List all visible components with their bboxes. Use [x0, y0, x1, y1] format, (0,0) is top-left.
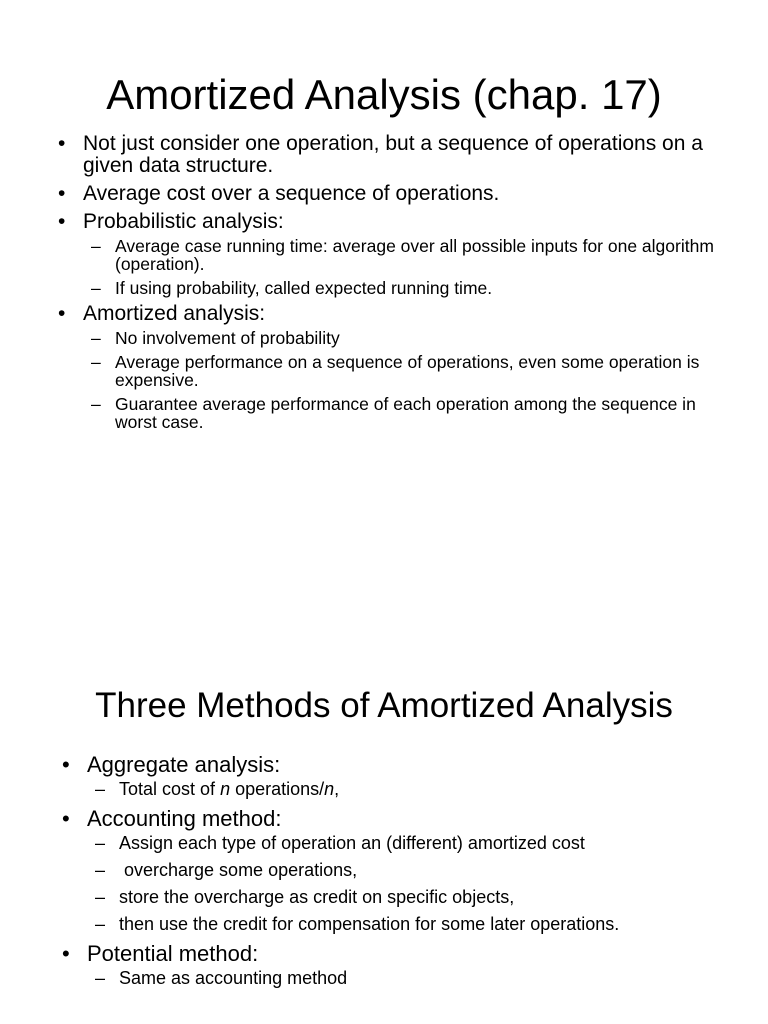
dash-marker: –	[95, 833, 106, 853]
sub-bullet-text: No involvement of probability	[115, 328, 340, 348]
bullet-item	[62, 942, 732, 988]
sub-bullet-list	[95, 780, 732, 799]
dash-marker: –	[91, 328, 101, 348]
sub-bullet-item	[91, 329, 738, 347]
bullet-item	[58, 303, 738, 431]
dash-marker: –	[95, 779, 106, 799]
bullet-marker: •	[58, 132, 66, 155]
slide-2-bullet-list	[62, 753, 732, 996]
bullet-marker: •	[58, 182, 66, 205]
sub-bullet-text: If using probability, called expected running time.	[115, 278, 493, 298]
sub-bullet-text: Assign each type of operation an (different) amortized cost	[119, 833, 585, 853]
sub-bullet-item	[95, 861, 732, 880]
sub-bullet-item	[95, 915, 732, 934]
bullet-text: Aggregate analysis:	[87, 752, 281, 777]
bullet-text: Potential method:	[87, 941, 259, 966]
dash-marker: –	[95, 860, 106, 880]
slide-1-title: Amortized Analysis (chap. 17)	[106, 71, 662, 118]
bullet-marker: •	[62, 806, 70, 831]
bullet-marker: •	[58, 302, 66, 325]
bullet-marker: •	[62, 941, 70, 966]
bullet-item	[58, 133, 738, 177]
bullet-text: Not just consider one operation, but a sequence of operations on a given data structure.	[83, 132, 703, 177]
sub-bullet-text: store the overcharge as credit on specific objects,	[119, 887, 515, 907]
dash-marker: –	[95, 914, 106, 934]
sub-bullet-item	[91, 353, 738, 389]
bullet-text: Accounting method:	[87, 806, 282, 831]
sub-bullet-text: overcharge some operations,	[119, 860, 358, 880]
dash-marker: –	[91, 352, 101, 372]
sub-bullet-text: Same as accounting method	[119, 968, 348, 988]
sub-bullet-list	[91, 329, 738, 431]
sub-bullet-item	[91, 237, 738, 273]
sub-bullet-text: Guarantee average performance of each operation among the sequence in worst case.	[115, 394, 696, 432]
bullet-item	[58, 183, 738, 205]
sub-bullet-item	[95, 834, 732, 853]
slide-2	[0, 512, 768, 1024]
bullet-text: Average cost over a sequence of operations.	[83, 182, 500, 205]
dash-marker: –	[91, 236, 101, 256]
dash-marker: –	[91, 278, 101, 298]
dash-marker: –	[95, 887, 106, 907]
bullet-text: Probabilistic analysis:	[83, 210, 284, 233]
bullet-item	[58, 211, 738, 297]
slide-2-title: Three Methods of Amortized Analysis	[95, 686, 673, 725]
sub-bullet-list	[91, 237, 738, 297]
sub-bullet-list	[95, 834, 732, 934]
dash-marker: –	[95, 968, 106, 988]
sub-bullet-item	[95, 888, 732, 907]
sub-bullet-text-part: ,	[334, 779, 340, 799]
bullet-text: Amortized analysis:	[83, 302, 266, 325]
variable-n: n	[324, 779, 335, 799]
sub-bullet-text: Average performance on a sequence of operations, even some operation is expensive.	[115, 352, 700, 390]
sub-bullet-list	[95, 969, 732, 988]
variable-n: n	[220, 779, 231, 799]
bullet-marker: •	[58, 210, 66, 233]
sub-bullet-item	[91, 279, 738, 297]
bullet-item	[62, 753, 732, 799]
sub-bullet-text-part: operations/	[230, 779, 325, 799]
sub-bullet-text: then use the credit for compensation for some later operations.	[119, 914, 620, 934]
sub-bullet-item	[95, 969, 732, 988]
sub-bullet-text: Average case running time: average over all possible inputs for one algorithm (operation).	[115, 236, 714, 274]
sub-bullet-text-part: Total cost of	[119, 779, 221, 799]
bullet-marker: •	[62, 752, 70, 777]
sub-bullet-item	[95, 780, 732, 799]
slide-1-bullet-list	[58, 133, 738, 437]
sub-bullet-item	[91, 395, 738, 431]
dash-marker: –	[91, 394, 101, 414]
bullet-item	[62, 807, 732, 934]
